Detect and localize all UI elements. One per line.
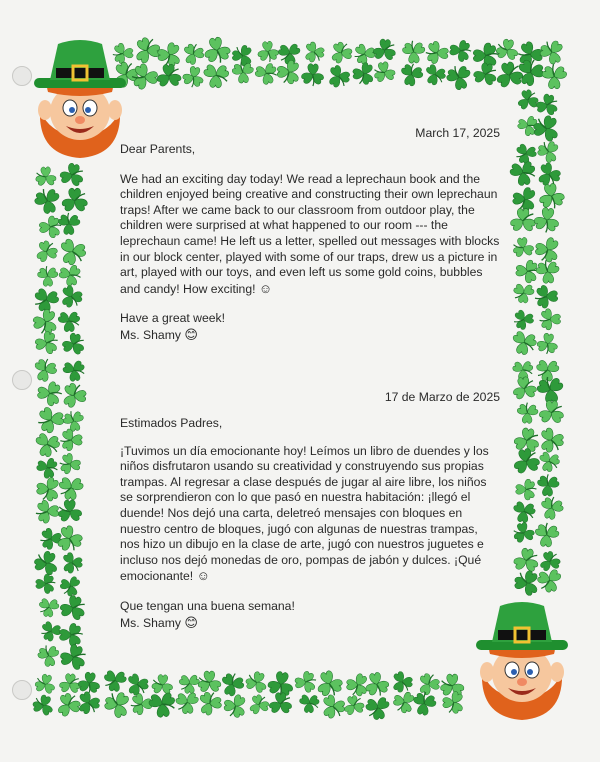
shamrock-icon — [54, 495, 87, 529]
shamrock-icon — [512, 308, 534, 332]
shamrock-icon — [534, 91, 561, 120]
shamrock-icon — [536, 182, 567, 211]
shamrock-icon — [51, 688, 85, 722]
shamrock-icon — [508, 443, 546, 481]
shamrock-icon — [56, 261, 83, 290]
shamrock-icon — [31, 236, 62, 267]
shamrock-icon — [54, 305, 84, 336]
shamrock-icon — [100, 688, 135, 721]
shamrock-icon — [53, 233, 91, 271]
shamrock-icon — [425, 39, 449, 66]
shamrock-icon — [536, 37, 568, 68]
shamrock-icon — [34, 329, 60, 357]
shamrock-icon — [40, 526, 62, 550]
shamrock-icon — [515, 478, 536, 501]
shamrock-icon — [241, 667, 272, 698]
shamrock-icon — [316, 690, 350, 723]
shamrock-icon — [36, 404, 65, 435]
english-signature-name: Ms. Shamy — [120, 327, 181, 342]
spanish-greeting: Estimados Padres, — [120, 416, 223, 430]
shamrock-icon — [194, 688, 227, 719]
shamrock-icon — [28, 690, 58, 720]
spanish-letter — [120, 416, 500, 631]
shamrock-icon — [515, 402, 539, 424]
shamrock-icon — [300, 63, 326, 86]
shamrock-icon — [36, 573, 56, 595]
spanish-body — [120, 444, 500, 585]
shamrock-icon — [535, 332, 561, 356]
shamrock-icon — [511, 519, 537, 546]
english-signature — [120, 327, 500, 344]
shamrock-icon — [443, 62, 475, 92]
shamrock-icon — [510, 544, 542, 578]
shamrock-icon — [36, 266, 59, 287]
shamrock-icon — [534, 138, 563, 166]
shamrock-icon — [61, 409, 87, 433]
shamrock-icon — [39, 214, 62, 239]
shamrock-icon — [179, 40, 208, 67]
shamrock-icon — [145, 686, 180, 722]
shamrock-icon — [40, 619, 63, 643]
shamrock-icon — [387, 667, 417, 696]
smiley-icon: ☺ — [196, 568, 210, 584]
spanish-signature — [120, 615, 500, 632]
shamrock-icon — [348, 58, 379, 89]
shamrock-icon — [510, 278, 538, 307]
shamrock-icon — [531, 206, 562, 235]
shamrock-icon — [56, 378, 91, 413]
shamrock-icon — [36, 593, 63, 621]
shamrock-icon — [295, 689, 323, 718]
shamrock-icon — [60, 330, 88, 359]
english-body — [120, 172, 500, 298]
shamrock-icon — [541, 64, 568, 89]
shamrock-icon — [362, 670, 392, 698]
shamrock-icon — [294, 669, 317, 694]
english-date: March 17, 2025 — [415, 126, 500, 140]
shamrock-icon — [198, 57, 234, 94]
shamrock-icon — [58, 451, 82, 477]
spanish-closing: Que tengan una buena semana! — [120, 598, 295, 613]
shamrock-icon — [449, 38, 473, 64]
english-body-text: We had an exciting day today! We read a leprechaun book and the children enjoyed being creative and constructing their own leprechaun traps! After we came back to our classroom from outdoor play, the children were surprised at what happened to our room --- the leprechaun came! He left us a letter, spelled out messages with blocks in our block center, played with some of our traps, drew us a picture in art, played with our toys, and even left us some gold coins, bubbles and candy! How exciting! — [120, 171, 500, 296]
english-closing: Have a great week! — [120, 311, 226, 326]
shamrock-icon — [57, 182, 93, 219]
shamrock-icon — [510, 234, 537, 262]
shamrock-icon — [534, 283, 558, 309]
shamrock-icon — [60, 428, 82, 452]
shamrock-icon — [54, 470, 87, 504]
shamrock-icon — [76, 671, 102, 696]
shamrock-icon — [256, 40, 280, 63]
spanish-signature-name: Ms. Shamy — [120, 615, 181, 630]
shamrock-icon — [539, 307, 561, 331]
shamrock-icon — [180, 64, 207, 89]
shamrock-icon — [410, 690, 439, 717]
shamrock-icon — [537, 494, 566, 522]
shamrock-icon — [217, 670, 248, 699]
shamrock-icon — [535, 473, 561, 497]
shamrock-icon — [56, 571, 86, 601]
shamrock-icon — [57, 160, 86, 191]
shamrock-icon — [30, 356, 60, 385]
shamrock-icon — [32, 162, 60, 191]
shamrock-icon — [34, 454, 60, 482]
shamrock-icon — [31, 185, 64, 216]
shamrock-icon — [401, 40, 426, 63]
shamrock-icon — [244, 690, 273, 719]
shamrock-icon — [35, 498, 60, 525]
shamrock-icon — [300, 38, 329, 66]
shamrock-icon — [57, 548, 87, 577]
shamrock-icon — [58, 592, 88, 624]
shamrock-icon — [100, 665, 130, 696]
shamrock-icon — [59, 622, 83, 648]
shamrock-icon — [535, 547, 565, 577]
shamrock-icon — [533, 522, 562, 548]
smiley-icon: ☺ — [258, 280, 273, 296]
shamrock-icon — [530, 232, 566, 267]
shamrock-icon — [59, 642, 88, 673]
shamrock-icon — [420, 60, 450, 90]
english-greeting: Dear Parents, — [120, 142, 196, 156]
shamrock-icon — [534, 259, 561, 284]
leprechaun-icon — [30, 40, 130, 160]
spanish-body-text: ¡Tuvimos un día emocionante hoy! Leímos un libro de duendes y los niños disfrutaron usando su creatividad y construyendo sus propias trampas. Al regresar a clase después de jugar al aire libre, los niños se sorprendieron con lo que pasó en nuestra habitación: ¡llegó el duende! Nos dejó una carta, deletreó mensajes con bloques en nuestro centro de bloques, jugó con algunas de nuestras trampas, nos hizo un dibujo en la clase de arte, jugó con nuestros juguetes e incluso nos dejó monedas de oro, pompas de jabón y dulces. ¡Qué emocionante! — [120, 443, 489, 584]
shamrock-icon — [60, 355, 89, 385]
shamrock-icon — [369, 35, 399, 66]
shamrock-icon — [506, 325, 541, 360]
shamrock-icon — [509, 566, 545, 601]
shamrock-icon — [326, 37, 357, 68]
shamrock-icon — [219, 690, 252, 723]
spanish-date: 17 de Marzo de 2025 — [384, 390, 500, 404]
shamrock-icon — [253, 59, 280, 87]
shamrock-icon — [228, 41, 258, 70]
shamrock-icon — [36, 379, 63, 408]
leprechaun-top-left — [34, 40, 126, 158]
smiley-face-icon: 😊 — [184, 614, 198, 630]
english-letter — [120, 142, 500, 344]
shamrock-icon — [201, 35, 234, 65]
shamrock-icon — [397, 61, 426, 88]
shamrock-icon — [31, 670, 60, 700]
shamrock-icon — [534, 423, 569, 457]
shamrock-icon — [361, 690, 395, 725]
shamrock-icon — [57, 213, 81, 235]
smiley-face-icon: 😊 — [184, 326, 198, 342]
shamrock-icon — [371, 58, 398, 86]
shamrock-icon — [56, 281, 87, 311]
shamrock-icon — [323, 62, 354, 92]
shamrock-icon — [35, 643, 61, 668]
